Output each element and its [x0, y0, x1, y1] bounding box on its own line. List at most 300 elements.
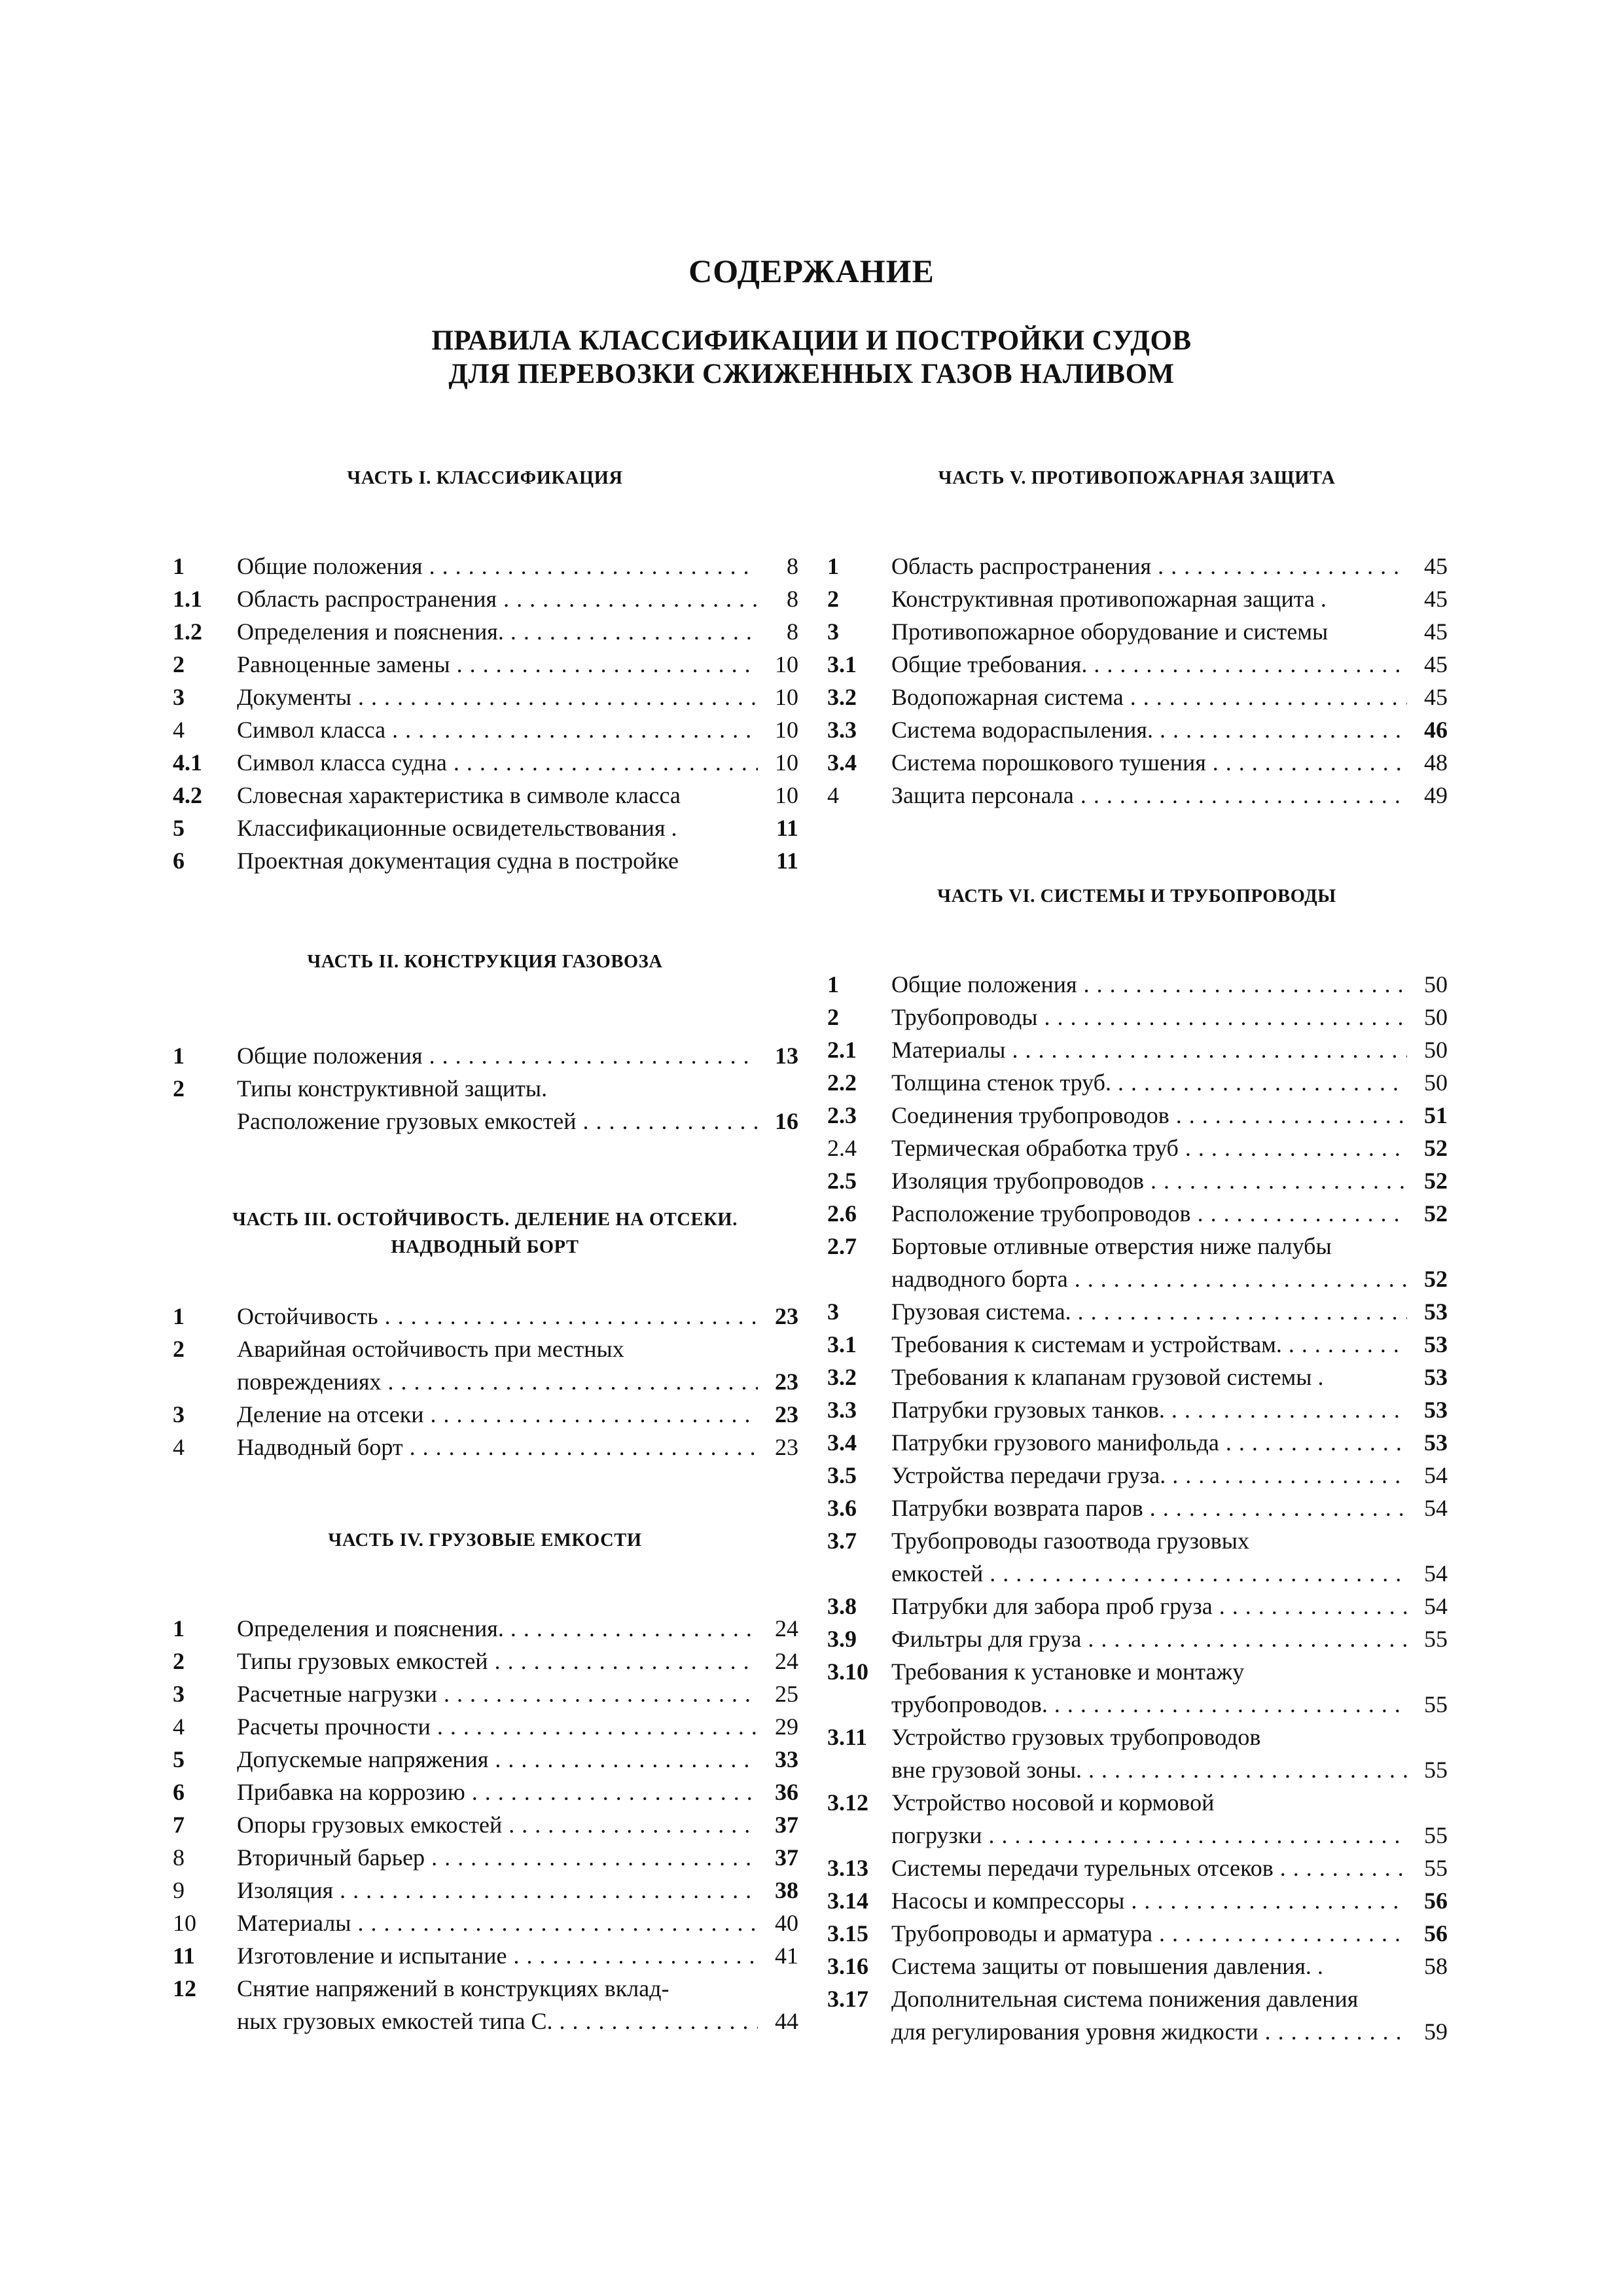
- page-number: 11: [776, 848, 798, 874]
- toc-entry[interactable]: [826, 968, 1448, 1001]
- page-number: 59: [1424, 2018, 1448, 2045]
- page-number: 54: [1424, 1462, 1448, 1488]
- section-title-text: Типы грузовых емкостей: [237, 1648, 488, 1674]
- page-number: 52: [1424, 1168, 1448, 1194]
- section-number: 3.1: [827, 1331, 857, 1357]
- page-number: 56: [1424, 1888, 1448, 1914]
- section-title-text: Общие положения: [237, 1043, 423, 1069]
- page-number: 50: [1424, 1037, 1448, 1063]
- section-title-text: Область распространения: [891, 553, 1152, 579]
- section-title-text: погрузки: [891, 1822, 982, 1848]
- section-title-text: Изготовление и испытание: [237, 1943, 507, 1969]
- page-number: 48: [1424, 749, 1448, 776]
- page-number: 54: [1424, 1495, 1448, 1521]
- toc-entry[interactable]: [826, 1066, 1448, 1099]
- toc-entry[interactable]: [826, 648, 1448, 681]
- page-number: 56: [1424, 1920, 1448, 1946]
- toc-entry[interactable]: [826, 746, 1448, 779]
- toc-entry[interactable]: [826, 1655, 1448, 1688]
- section-title: [891, 583, 1407, 615]
- page-number: 37: [775, 1844, 798, 1871]
- page-number: 10: [775, 749, 798, 776]
- section-number: 2: [173, 651, 185, 677]
- section-title-text: Устройства передачи груза.: [891, 1462, 1166, 1488]
- section-title-text: Патрубки для забора проб груза: [891, 1593, 1213, 1619]
- toc-entry[interactable]: [171, 1300, 798, 1333]
- subtitle-line: ПРАВИЛА КЛАССИФИКАЦИИ И ПОСТРОЙКИ СУДОВ: [431, 325, 1192, 356]
- section-title-text: Дополнительная система понижения давления: [891, 1986, 1359, 2012]
- toc-entry[interactable]: [171, 550, 798, 583]
- toc-entry-continuation[interactable]: [826, 1557, 1448, 1590]
- toc-entry[interactable]: [171, 1776, 798, 1808]
- toc-entry[interactable]: [826, 1950, 1448, 1982]
- section-title-text: Расположение трубопроводов: [891, 1200, 1191, 1227]
- section-number: 12: [173, 1975, 196, 2001]
- section-title: [891, 1786, 1407, 1819]
- section-number: 3: [827, 619, 839, 645]
- section-title: [891, 1459, 1407, 1492]
- section-title: [891, 1164, 1407, 1197]
- toc-entry-continuation[interactable]: [171, 1365, 798, 1398]
- toc-entry[interactable]: [171, 583, 798, 615]
- section-title: [237, 1105, 758, 1138]
- section-title: [237, 812, 758, 844]
- section-title-text: Деление на отсеки: [237, 1401, 424, 1427]
- section-number: 9: [173, 1877, 185, 1903]
- section-number: 8: [173, 1844, 185, 1871]
- section-title-text: Допускемые напряжения: [237, 1746, 489, 1772]
- part-heading-line: ЧАСТЬ III. ОСТОЙЧИВОСТЬ. ДЕЛЕНИЕ НА ОТСЕКИ.: [232, 1210, 738, 1230]
- section-number: 3.14: [827, 1888, 868, 1914]
- section-title: [891, 1393, 1407, 1426]
- toc-entry[interactable]: [826, 1786, 1448, 1819]
- section-title-text: Система водораспыления.: [891, 717, 1153, 743]
- toc-entry[interactable]: [826, 1361, 1448, 1393]
- section-number: 3.17: [827, 1986, 868, 2012]
- page-number: 50: [1424, 971, 1448, 997]
- section-title: [237, 1939, 758, 1972]
- subtitle-line: ДЛЯ ПЕРЕВОЗКИ СЖИЖЕННЫХ ГАЗОВ НАЛИВОМ: [448, 359, 1175, 389]
- section-title: [891, 1557, 1407, 1590]
- section-title-text: Опоры грузовых емкостей: [237, 1812, 503, 1838]
- toc-entry[interactable]: [826, 1099, 1448, 1132]
- section-number: 2.7: [827, 1233, 857, 1259]
- page-number: 10: [775, 651, 798, 677]
- section-title-text: Термическая обработка труб: [891, 1135, 1179, 1161]
- toc-entry[interactable]: [171, 1907, 798, 1939]
- toc-entry[interactable]: [826, 1426, 1448, 1459]
- section-number: 1.2: [173, 619, 202, 645]
- section-title: [891, 648, 1407, 681]
- section-title-text: Классификационные освидетельствования .: [237, 815, 677, 841]
- section-number: 2.1: [827, 1037, 857, 1063]
- page-number: 54: [1424, 1560, 1448, 1587]
- part-heading: [171, 1527, 798, 1554]
- toc-entry[interactable]: [826, 779, 1448, 812]
- toc-list: [171, 1300, 798, 1463]
- section-number: 1: [173, 1043, 185, 1069]
- toc-entry[interactable]: [171, 615, 798, 648]
- part-heading-line: ЧАСТЬ I. КЛАССИФИКАЦИЯ: [347, 468, 623, 488]
- section-title: [237, 1398, 758, 1431]
- section-title-text: Расположение грузовых емкостей: [237, 1108, 577, 1134]
- toc-entry[interactable]: [171, 1398, 798, 1431]
- section-title: [237, 1874, 758, 1907]
- section-number: 3.3: [827, 1397, 857, 1423]
- page-number: 16: [775, 1108, 798, 1134]
- section-title: [237, 1776, 758, 1808]
- section-title-text: Остойчивость: [237, 1303, 378, 1329]
- section-title: [237, 550, 758, 583]
- section-title-text: ных грузовых емкостей типа С.: [237, 2008, 553, 2034]
- section-number: 6: [173, 1779, 185, 1805]
- page-number: 33: [775, 1746, 798, 1772]
- section-title: [891, 1982, 1407, 2015]
- toc-entry[interactable]: [826, 1982, 1448, 2015]
- toc-entry[interactable]: [171, 1710, 798, 1743]
- page-number: 38: [775, 1877, 798, 1903]
- section-number: 1: [173, 553, 185, 579]
- toc-entry[interactable]: [171, 1612, 798, 1645]
- section-number: 2: [173, 1075, 185, 1102]
- page-number: 44: [775, 2008, 798, 2034]
- section-title-text: Аварийная остойчивость при местных: [237, 1336, 624, 1362]
- section-title-text: Система порошкового тушения: [891, 749, 1206, 776]
- section-title: [891, 1066, 1407, 1099]
- section-number: 3.15: [827, 1920, 868, 1946]
- toc-entry[interactable]: [826, 1033, 1448, 1066]
- toc-entry[interactable]: [826, 1917, 1448, 1950]
- section-title: [891, 1099, 1407, 1132]
- toc-entry[interactable]: [171, 1874, 798, 1907]
- section-title-text: Общие требования.: [891, 651, 1088, 677]
- page-number: 10: [775, 782, 798, 808]
- page-number: 23: [775, 1434, 798, 1460]
- page-number: 53: [1424, 1299, 1448, 1325]
- toc-entry[interactable]: [171, 779, 798, 812]
- section-number: 7: [173, 1812, 185, 1838]
- section-title-text: Снятие напряжений в конструкциях вклад-: [237, 1975, 669, 2001]
- section-title: [891, 1524, 1407, 1557]
- section-title: [237, 1743, 758, 1776]
- toc-entry[interactable]: [826, 1132, 1448, 1164]
- section-title: [237, 615, 758, 648]
- section-number: 1: [827, 971, 839, 997]
- toc-entry[interactable]: [826, 550, 1448, 583]
- toc-entry[interactable]: [826, 1230, 1448, 1263]
- section-title-text: Фильтры для груза: [891, 1626, 1082, 1652]
- section-title-text: Общие положения: [891, 971, 1077, 997]
- page-number: 23: [775, 1401, 798, 1427]
- section-title-text: Определения и пояснения.: [237, 619, 504, 645]
- section-title: [891, 615, 1407, 648]
- section-title-text: емкостей: [891, 1560, 984, 1587]
- section-number: 4: [173, 717, 185, 743]
- page-number: 55: [1424, 1822, 1448, 1848]
- toc-entry[interactable]: [826, 1852, 1448, 1884]
- section-title-text: Системы передачи турельных отсеков: [891, 1855, 1274, 1881]
- section-title-text: Водопожарная система: [891, 684, 1124, 710]
- page-number: 37: [775, 1812, 798, 1838]
- page-number: 10: [775, 684, 798, 710]
- section-number: 3.1: [827, 651, 857, 677]
- toc-entry[interactable]: [171, 1841, 798, 1874]
- part-heading: [826, 883, 1448, 910]
- part-heading-line: НАДВОДНЫЙ БОРТ: [391, 1237, 579, 1257]
- section-title: [891, 1197, 1407, 1230]
- section-number: 2: [827, 1004, 839, 1030]
- section-title-text: Расчеты прочности: [237, 1713, 431, 1740]
- section-number: 10: [173, 1910, 196, 1936]
- section-title-text: Материалы: [891, 1037, 1006, 1063]
- section-number: 5: [173, 815, 185, 841]
- section-number: 3.7: [827, 1528, 857, 1554]
- toc-list: [171, 1039, 798, 1138]
- page-number: 23: [775, 1303, 798, 1329]
- page-number: 45: [1424, 684, 1448, 710]
- toc-entry-continuation[interactable]: [826, 1688, 1448, 1721]
- page-number: 53: [1424, 1331, 1448, 1357]
- toc-entry-continuation[interactable]: [826, 1819, 1448, 1852]
- page-number: 58: [1424, 1953, 1448, 1979]
- toc-entry[interactable]: [171, 1939, 798, 1972]
- section-title: [891, 1917, 1407, 1950]
- toc-list: [826, 968, 1448, 2048]
- toc-entry-continuation[interactable]: [826, 1753, 1448, 1786]
- page-number: 55: [1424, 1691, 1448, 1717]
- section-title: [891, 1688, 1407, 1721]
- section-title: [891, 1884, 1407, 1917]
- section-title-text: Трубопроводы и арматура: [891, 1920, 1152, 1946]
- toc-entry[interactable]: [826, 1524, 1448, 1557]
- page-number: 8: [787, 553, 798, 579]
- toc-list: [826, 550, 1448, 812]
- section-title-text: повреждениях: [237, 1369, 382, 1395]
- toc-entry[interactable]: [171, 1039, 798, 1072]
- page-number: 45: [1424, 553, 1448, 579]
- toc-entry[interactable]: [826, 1197, 1448, 1230]
- section-title: [237, 1907, 758, 1939]
- section-number: 3.11: [827, 1724, 868, 1750]
- section-title: [237, 681, 758, 713]
- toc-entry[interactable]: [171, 746, 798, 779]
- section-title-text: Насосы и компрессоры: [891, 1888, 1125, 1914]
- section-number: 3.13: [827, 1855, 868, 1881]
- page-number: 53: [1424, 1397, 1448, 1423]
- section-number: 1: [173, 1615, 185, 1641]
- section-title-text: Изоляция трубопроводов: [891, 1168, 1144, 1194]
- toc-entry[interactable]: [171, 1333, 798, 1365]
- toc-entry[interactable]: [826, 1328, 1448, 1361]
- section-title-text: Требования к системам и устройствам.: [891, 1331, 1282, 1357]
- section-title: [237, 583, 758, 615]
- section-number: 2.2: [827, 1069, 857, 1096]
- section-number: 4: [173, 1713, 185, 1740]
- toc-entry[interactable]: [826, 615, 1448, 648]
- section-title-text: Материалы: [237, 1910, 351, 1936]
- section-title-text: Символ класса судна: [237, 749, 447, 776]
- page-number: 55: [1424, 1626, 1448, 1652]
- section-title: [891, 1721, 1407, 1753]
- section-title-text: Трубопроводы газоотвода грузовых: [891, 1528, 1249, 1554]
- section-number: 3.16: [827, 1953, 868, 1979]
- page-number: 29: [775, 1713, 798, 1740]
- section-number: 2: [173, 1648, 185, 1674]
- section-title: [891, 968, 1407, 1001]
- section-title-text: Изоляция: [237, 1877, 334, 1903]
- toc-list: [171, 1612, 798, 2037]
- section-title-text: Документы: [237, 684, 352, 710]
- page-number: 52: [1424, 1135, 1448, 1161]
- toc-entry[interactable]: [171, 812, 798, 844]
- page-number: 24: [775, 1648, 798, 1674]
- section-number: 3.8: [827, 1593, 857, 1619]
- page-number: 13: [775, 1043, 798, 1069]
- toc-entry[interactable]: [826, 1623, 1448, 1655]
- section-title: [891, 1361, 1407, 1393]
- section-title: [891, 1753, 1407, 1786]
- section-title-text: трубопроводов.: [891, 1691, 1048, 1717]
- part-heading-line: ЧАСТЬ II. КОНСТРУКЦИЯ ГАЗОВОЗА: [307, 952, 663, 972]
- page-number: 36: [775, 1779, 798, 1805]
- section-number: 1: [173, 1303, 185, 1329]
- section-number: 3.4: [827, 749, 857, 776]
- toc-entry[interactable]: [171, 681, 798, 713]
- page-number: 49: [1424, 782, 1448, 808]
- section-number: 3.2: [827, 1364, 857, 1390]
- page-number: 24: [775, 1615, 798, 1641]
- toc-entry[interactable]: [171, 648, 798, 681]
- page-title: СОДЕРЖАНИЕ: [688, 253, 935, 289]
- section-title-text: Патрубки грузовых танков.: [891, 1397, 1165, 1423]
- page-number: 41: [775, 1943, 798, 1969]
- section-number: 4: [173, 1434, 185, 1460]
- part-heading: [171, 1206, 798, 1261]
- toc-entry-continuation[interactable]: [171, 1105, 798, 1138]
- page-subtitle: [0, 324, 1623, 391]
- toc-entry[interactable]: [171, 713, 798, 746]
- toc-entry[interactable]: [826, 583, 1448, 615]
- section-title-text: Система защиты от повышения давления. .: [891, 1953, 1323, 1979]
- section-title: [891, 1295, 1407, 1328]
- toc-entry[interactable]: [826, 1001, 1448, 1033]
- toc-entry[interactable]: [826, 681, 1448, 713]
- section-number: 3.2: [827, 684, 857, 710]
- section-title: [891, 550, 1407, 583]
- toc-entry[interactable]: [826, 1393, 1448, 1426]
- toc-entry-continuation[interactable]: [826, 1263, 1448, 1295]
- section-title: [891, 1655, 1407, 1688]
- toc-entry[interactable]: [826, 1590, 1448, 1623]
- section-title: [237, 1039, 758, 1072]
- toc-entry[interactable]: [171, 1645, 798, 1677]
- page-number: 8: [787, 586, 798, 612]
- toc-entry[interactable]: [171, 1808, 798, 1841]
- section-title: [237, 1808, 758, 1841]
- toc-entry[interactable]: [826, 1459, 1448, 1492]
- section-number: 4: [827, 782, 839, 808]
- section-title: [891, 1230, 1407, 1263]
- section-title-text: Грузовая система.: [891, 1299, 1071, 1325]
- section-title: [891, 713, 1407, 746]
- section-title: [237, 844, 758, 877]
- toc-entry-continuation[interactable]: [171, 2005, 798, 2037]
- page-number: 45: [1424, 586, 1448, 612]
- toc-entry[interactable]: [171, 844, 798, 877]
- section-number: 2: [827, 586, 839, 612]
- section-title: [237, 1431, 758, 1463]
- part-heading: [171, 465, 798, 492]
- section-title: [237, 648, 758, 681]
- section-title-text: Типы конструктивной защиты.: [237, 1075, 548, 1102]
- section-number: 3: [173, 684, 185, 710]
- toc-entry[interactable]: [171, 1677, 798, 1710]
- toc-entry[interactable]: [826, 1164, 1448, 1197]
- toc-entry[interactable]: [826, 1721, 1448, 1753]
- section-title: [891, 1852, 1407, 1884]
- page-number: 45: [1424, 651, 1448, 677]
- section-title: [237, 1333, 758, 1365]
- toc-entry[interactable]: [171, 1743, 798, 1776]
- section-title: [237, 1645, 758, 1677]
- section-title: [891, 779, 1407, 812]
- section-title: [891, 1001, 1407, 1033]
- page-number: 25: [775, 1681, 798, 1707]
- toc-entry[interactable]: [826, 1884, 1448, 1917]
- page-number: 52: [1424, 1266, 1448, 1292]
- section-number: 3: [827, 1299, 839, 1325]
- section-number: 1.1: [173, 586, 202, 612]
- section-number: 2.6: [827, 1200, 857, 1227]
- page-number: 40: [775, 1910, 798, 1936]
- section-title-text: Вторичный барьер: [237, 1844, 425, 1871]
- toc-entry[interactable]: [826, 1295, 1448, 1328]
- section-title-text: Конструктивная противопожарная защита .: [891, 586, 1327, 612]
- section-number: 2.3: [827, 1102, 857, 1128]
- toc-entry[interactable]: [171, 1972, 798, 2005]
- section-title: [237, 1072, 758, 1105]
- section-number: 3.3: [827, 717, 857, 743]
- section-title-text: Толщина стенок труб.: [891, 1069, 1111, 1096]
- section-title-text: Символ класса: [237, 717, 386, 743]
- section-number: 4.2: [173, 782, 202, 808]
- section-title: [891, 1426, 1407, 1459]
- section-title: [237, 1365, 758, 1398]
- page-number: 23: [775, 1369, 798, 1395]
- section-title-text: Проектная документация судна в постройке: [237, 848, 679, 874]
- page-number: 10: [775, 717, 798, 743]
- section-title: [891, 1132, 1407, 1164]
- toc-entry[interactable]: [171, 1431, 798, 1463]
- section-title: [237, 1677, 758, 1710]
- toc-entry[interactable]: [826, 713, 1448, 746]
- section-number: 3.10: [827, 1659, 868, 1685]
- part-heading: [171, 948, 798, 976]
- toc-entry[interactable]: [171, 1072, 798, 1105]
- section-number: 4.1: [173, 749, 202, 776]
- section-title: [891, 681, 1407, 713]
- part-heading-line: ЧАСТЬ IV. ГРУЗОВЫЕ ЕМКОСТИ: [328, 1530, 642, 1551]
- section-title: [891, 746, 1407, 779]
- page-number: 53: [1424, 1364, 1448, 1390]
- page-number: 55: [1424, 1855, 1448, 1881]
- toc-entry[interactable]: [826, 1492, 1448, 1524]
- section-title: [237, 2005, 758, 2037]
- section-title: [891, 1328, 1407, 1361]
- toc-entry-continuation[interactable]: [826, 2015, 1448, 2048]
- section-number: 3: [173, 1681, 185, 1707]
- page-number: 51: [1424, 1102, 1448, 1128]
